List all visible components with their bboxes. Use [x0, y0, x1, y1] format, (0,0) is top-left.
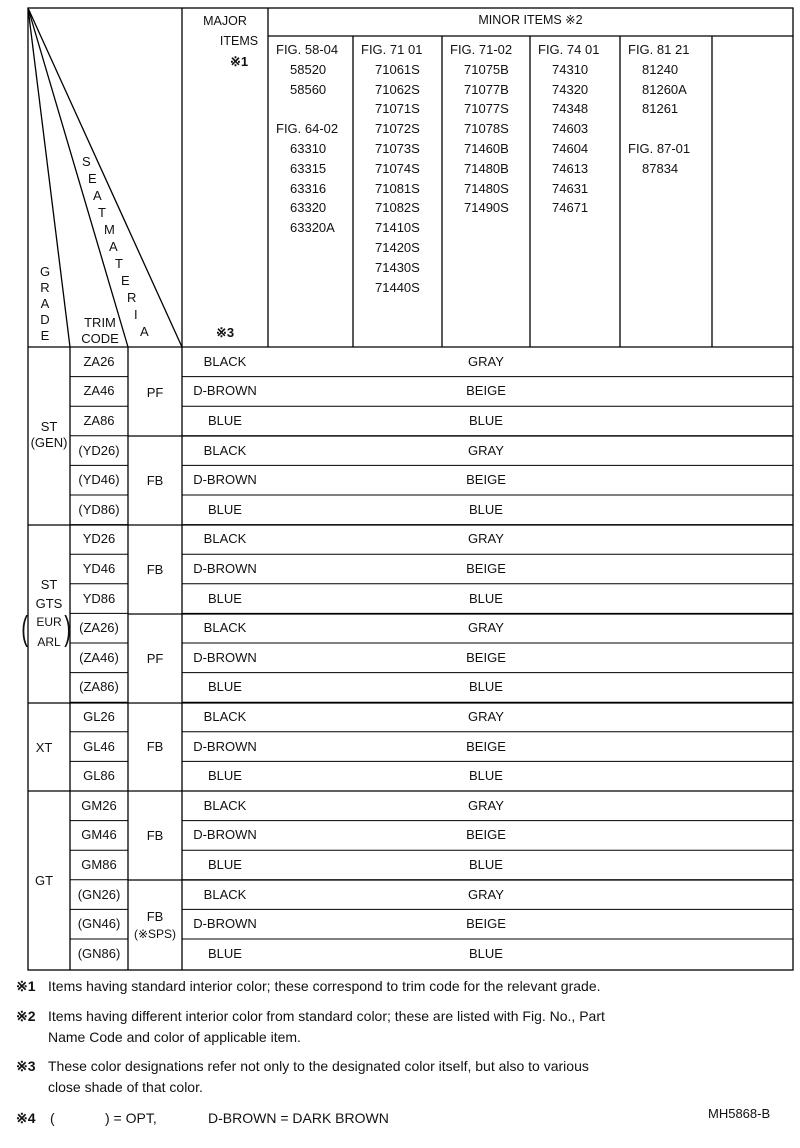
trim-code-cell: GM46	[81, 827, 117, 843]
minor-part-entry: 71061S	[375, 61, 420, 77]
minor-part-entry: 74613	[552, 160, 589, 176]
major-color-cell: BLACK	[203, 886, 247, 902]
grade-st-gts-paren-open: (	[21, 610, 29, 648]
major-items-heading-1: MAJOR	[203, 14, 247, 28]
minor-color-cell: BLUE	[469, 501, 503, 517]
minor-color-cell: BEIGE	[466, 916, 506, 932]
minor-part-entry: FIG. 74 01	[538, 42, 600, 57]
trim-code-cell: (ZA86)	[79, 679, 119, 695]
trim-code-cell: GL46	[83, 738, 115, 754]
trim-code-cell: ZA46	[83, 383, 115, 399]
major-items-mark: ※1	[229, 54, 249, 69]
minor-part-entry: 74348	[552, 101, 589, 117]
minor-color-cell: BEIGE	[466, 649, 506, 665]
major-color-cell: BLACK	[203, 709, 247, 724]
trim-code-cell: (YD46)	[78, 472, 120, 488]
minor-part-entry: 58560	[290, 81, 327, 97]
trim-code-cell: GM86	[81, 857, 117, 872]
minor-part-entry: 71072S	[375, 121, 420, 137]
minor-part-entry: 74671	[552, 200, 589, 216]
major-color-cell: D-BROWN	[193, 561, 257, 576]
material-pf-2: PF	[146, 651, 164, 666]
minor-part-entry: FIG. 71 01	[361, 42, 423, 57]
minor-part-entry: 71082S	[375, 200, 420, 216]
minor-part-entry: FIG. 71-02	[450, 42, 513, 57]
major-items-heading-2: ITEMS	[219, 34, 259, 48]
minor-part-entry: FIG. 64-02	[276, 121, 339, 137]
trim-code-label-2: CODE	[81, 331, 119, 346]
grade-xt: XT	[35, 740, 53, 755]
minor-part-entry: 71081S	[375, 180, 420, 196]
minor-color-cell: BLUE	[469, 590, 503, 606]
minor-part-entry: FIG. 58-04	[276, 42, 339, 57]
minor-color-cell: BEIGE	[466, 827, 506, 843]
minor-part-entry: 58520	[290, 61, 327, 77]
minor-part-entry: 71410S	[375, 220, 420, 236]
trim-code-cell: YD46	[82, 561, 116, 576]
note-2-text-2: Name Code and color of applicable item.	[48, 1029, 301, 1045]
major-color-cell: D-BROWN	[193, 472, 257, 488]
minor-color-cell: BLUE	[469, 857, 503, 872]
minor-part-entry: 71480B	[464, 160, 509, 176]
material-pf-1: PF	[146, 385, 164, 400]
minor-part-entry: 71074S	[375, 160, 420, 176]
grade-st-gts-paren-close: )	[64, 610, 72, 648]
minor-part-entry: 71073S	[375, 141, 420, 156]
note-4-opt: ) = OPT,	[105, 1110, 157, 1126]
grade-st-gts-2: GTS	[35, 596, 63, 611]
trim-code-cell: ZA26	[83, 353, 115, 369]
minor-part-entry: 63320A	[290, 220, 335, 236]
major-color-cell: BLACK	[203, 442, 247, 458]
major-color-cell: BLUE	[208, 501, 242, 517]
trim-code-cell: (YD86)	[78, 501, 120, 517]
note-2-text-1: Items having different interior color from standard color; these are listed with Fig. No., Part	[48, 1008, 605, 1024]
grade-st-gts-1: ST	[40, 577, 58, 592]
minor-part-entry: 71078S	[464, 121, 509, 137]
material-fb-4: FB	[146, 828, 164, 843]
note-4-paren: (	[50, 1110, 55, 1126]
note-4-brown: D-BROWN = DARK BROWN	[208, 1110, 389, 1126]
major-color-cell: BLUE	[208, 590, 242, 606]
major-color-cell: BLUE	[208, 857, 242, 872]
minor-part-entry: FIG. 81 21	[628, 42, 690, 57]
color-note-mark: ※3	[215, 325, 235, 340]
minor-part-entry: 63320	[290, 200, 327, 216]
minor-color-cell: BEIGE	[466, 383, 506, 399]
minor-color-cell: BLUE	[469, 945, 503, 961]
major-color-cell: D-BROWN	[193, 827, 257, 843]
material-fb-5-sps: (※SPS)	[133, 927, 177, 941]
grade-st-gts-4: ARL	[37, 635, 61, 649]
minor-color-cell: GRAY	[468, 620, 504, 636]
trim-code-cell: ZA86	[83, 413, 115, 428]
major-color-cell: BLACK	[203, 797, 247, 813]
major-color-cell: BLUE	[208, 679, 242, 695]
note-1-text: Items having standard interior color; these correspond to trim code for the relevant grade.	[48, 978, 601, 994]
note-4-mark: ※4	[16, 1110, 36, 1126]
grade-st-gen-1: ST	[40, 419, 58, 434]
major-color-cell: BLACK	[203, 353, 247, 369]
minor-color-cell: GRAY	[468, 442, 504, 458]
material-fb-2: FB	[146, 562, 164, 577]
minor-part-entry: 74603	[552, 121, 589, 137]
trim-code-label-1: TRIM	[84, 315, 116, 330]
note-3-mark: ※3	[16, 1058, 36, 1074]
minor-color-cell: BEIGE	[466, 738, 506, 754]
minor-color-cell: GRAY	[468, 531, 504, 547]
minor-part-entry: 71077S	[464, 101, 509, 117]
major-color-cell: BLUE	[208, 413, 242, 428]
trim-code-cell: GL86	[83, 768, 115, 784]
minor-part-entry: 71420S	[375, 240, 420, 255]
trim-code-cell: (GN46)	[77, 916, 121, 932]
note-1-mark: ※1	[16, 978, 36, 994]
major-color-cell: BLUE	[208, 768, 242, 784]
minor-part-entry: 71071S	[375, 101, 420, 117]
major-color-cell: BLUE	[208, 945, 242, 961]
minor-part-entry: 87834	[642, 160, 679, 176]
trim-code-cell: YD86	[82, 590, 116, 606]
minor-part-entry: 74631	[552, 180, 589, 196]
minor-color-cell: GRAY	[468, 797, 504, 813]
minor-part-entry: 71460B	[464, 141, 509, 156]
minor-part-entry: 81261	[642, 101, 679, 117]
minor-part-entry: 74320	[552, 81, 589, 97]
minor-color-cell: GRAY	[468, 886, 504, 902]
material-fb-1: FB	[146, 473, 164, 488]
minor-part-entry: 81260A	[642, 81, 687, 97]
major-color-cell: D-BROWN	[193, 738, 257, 754]
note-2-mark: ※2	[16, 1008, 36, 1024]
grade-st-gts-3: EUR	[36, 615, 62, 629]
minor-color-cell: BLUE	[469, 413, 503, 428]
minor-part-entry: 71075B	[464, 61, 509, 77]
minor-part-entry: 74310	[552, 61, 589, 77]
trim-code-cell: GL26	[83, 709, 115, 724]
major-color-cell: BLACK	[203, 620, 247, 636]
minor-part-entry: 71440S	[375, 279, 420, 295]
minor-color-cell: BLUE	[469, 679, 503, 695]
minor-part-entry: 71430S	[375, 259, 420, 275]
trim-code-cell: (GN86)	[77, 945, 121, 961]
major-color-cell: D-BROWN	[193, 916, 257, 932]
major-color-cell: BLACK	[203, 531, 247, 547]
minor-color-cell: GRAY	[468, 709, 504, 724]
grade-st-gen-2: (GEN)	[30, 435, 68, 450]
minor-part-entry: 71480S	[464, 180, 509, 196]
note-3-text-2: close shade of that color.	[48, 1079, 203, 1095]
figure-code: MH5868-B	[708, 1106, 771, 1121]
trim-code-cell: (ZA26)	[79, 620, 119, 636]
note-3-text-1: These color designations refer not only to the designated color itself, but also to various	[48, 1058, 589, 1074]
material-fb-5: FB	[146, 909, 164, 924]
minor-color-cell: BLUE	[469, 768, 503, 784]
major-color-cell: D-BROWN	[193, 383, 257, 399]
minor-part-entry: 71490S	[464, 200, 509, 216]
minor-part-entry: 81240	[642, 61, 679, 77]
minor-part-entry: 71062S	[375, 81, 420, 97]
minor-part-entry: 74604	[552, 141, 589, 156]
minor-color-cell: BEIGE	[466, 472, 506, 488]
minor-part-entry: 63316	[290, 180, 327, 196]
minor-part-entry: 71077B	[464, 81, 509, 97]
minor-part-entry: 63315	[290, 160, 327, 176]
minor-part-entry: 63310	[290, 141, 327, 156]
minor-items-heading: MINOR ITEMS ※2	[478, 13, 583, 27]
major-color-cell: D-BROWN	[193, 649, 257, 665]
trim-code-cell: (YD26)	[78, 442, 120, 458]
trim-code-cell: YD26	[82, 531, 116, 547]
minor-part-entry: FIG. 87-01	[628, 141, 691, 156]
trim-code-cell: (GN26)	[77, 886, 121, 902]
trim-code-cell: (ZA46)	[79, 649, 119, 665]
material-fb-3: FB	[146, 739, 164, 754]
minor-color-cell: GRAY	[468, 353, 504, 369]
minor-color-cell: BEIGE	[466, 561, 506, 576]
trim-code-cell: GM26	[81, 797, 117, 813]
grade-gt: GT	[34, 873, 54, 888]
